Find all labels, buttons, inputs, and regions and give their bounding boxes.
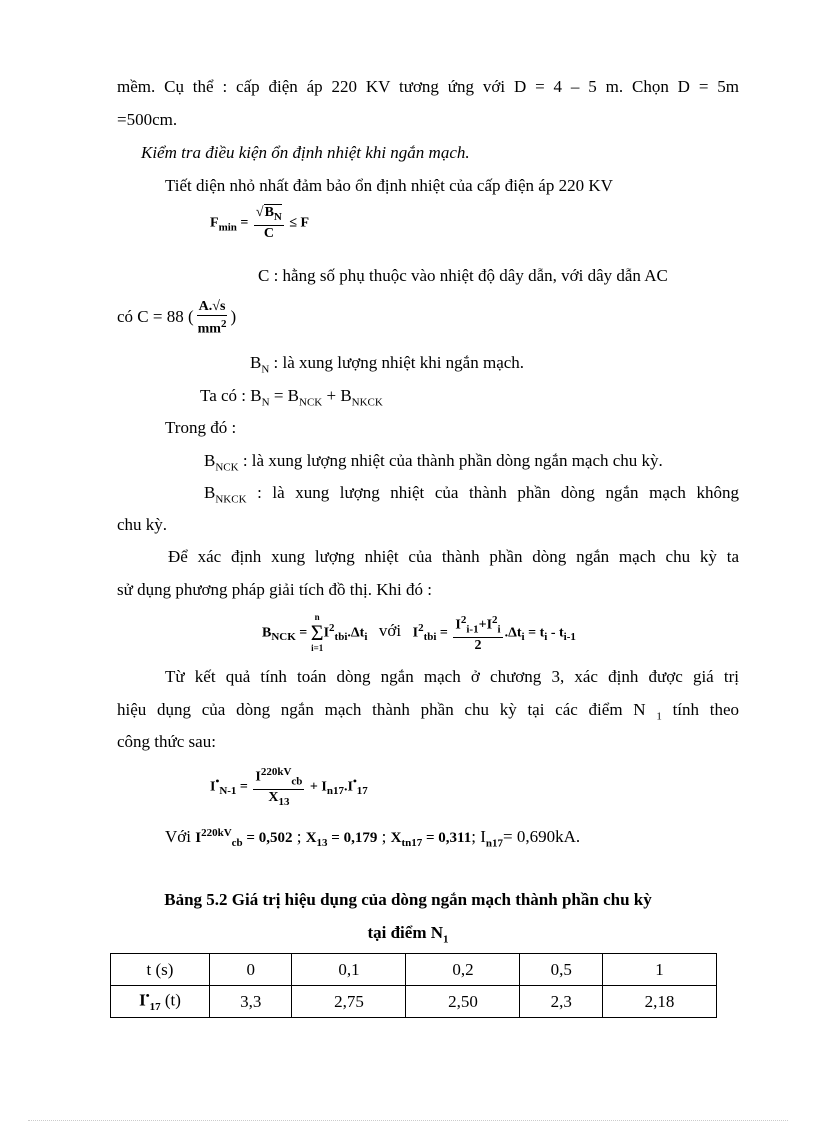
table-caption: Bảng 5.2 Giá trị hiệu dụng của dòng ngắn mạch thành phần chu kỳ (164, 890, 652, 909)
bnck-definition: $B_{NCK}$ : là xung lượng nhiệt của thành phần dòng ngắn mạch chu kỳ. (204, 451, 663, 474)
paragraph-line: chu kỳ. (117, 515, 168, 534)
paragraph-line: hiệu dụng của dòng ngắn mạch thành phần chu kỳ tại các điểm N $_1$ tính theo (117, 700, 740, 723)
bnkck-definition: $B_{NKCK}$ : là xung lượng nhiệt của thành phần dòng ngắn mạch không (204, 483, 739, 506)
paragraph-line: Để xác định xung lượng nhiệt của thành phần dòng ngắn mạch chu kỳ ta (168, 547, 739, 566)
table-cell: 3,3 (210, 986, 292, 1018)
paragraph-line: Tiết diện nhỏ nhất đảm bảo ổn định nhiệt của cấp điện áp 220 KV (165, 176, 613, 195)
paragraph-line: mềm. Cụ thể : cấp điện áp 220 KV tương ứng với D = 4 – 5 m. Chọn D = 5m (117, 77, 739, 96)
table-cell: 2,50 (406, 986, 520, 1018)
bn-definition: $B_N$ : là xung lượng nhiệt khi ngắn mạch. (250, 353, 525, 376)
table-cell: 2,75 (292, 986, 406, 1018)
page-bottom-border (28, 1120, 788, 1121)
formula-bnck: $B_{NCK}$ = n Σ i=1 $I^2_{tbi}.\Delta t_i$ với $I^2_{tbi}$ = $\frac{I^2_{i-1}+I^2_i}{2}$ $.\Delta t_i = t_i - t_{i-1}$ (262, 612, 576, 654)
table-header-cell: t (s) (111, 954, 210, 986)
section-heading: Kiểm tra điều kiện ổn định nhiệt khi ngắn mạch. (141, 143, 470, 162)
paragraph-line: sử dụng phương pháp giải tích đồ thị. Khi đó : (117, 580, 432, 599)
table-header-cell: $I^•_{17}$ (t) (111, 986, 210, 1018)
paragraph-line: Từ kết quả tính toán dòng ngắn mạch ở chương 3, xác định được giá trị (165, 667, 739, 686)
table-caption-2: tại điểm $N_1$ (367, 923, 449, 946)
data-table (110, 953, 717, 1018)
table-cell: 0 (210, 954, 292, 986)
table-cell: 2,18 (602, 986, 716, 1018)
table-row (111, 986, 717, 1018)
formula-in1: $I^•_{N-1}$ = $\frac{I^{220kV}_{cb}}{X_{13}}$ + $I_{n17}.I^•_{17}$ (210, 766, 368, 809)
table-row (111, 954, 717, 986)
table-cell: 1 (602, 954, 716, 986)
paragraph-line: công thức sau: (117, 732, 216, 751)
table-cell: 2,3 (520, 986, 602, 1018)
paragraph-line: =500cm. (117, 110, 178, 129)
table-cell: 0,5 (520, 954, 602, 986)
formula-fmin: $F_{min}$ = $\frac{√B_N}{C}$ ≤ F (210, 205, 310, 241)
paragraph-line: Trong đó : (165, 418, 237, 437)
values-line: Với $I^{220kV}_{cb} = 0,502$ ; $X_{13} = 0,179$ ; $X_{tn17} = 0,311$; $I_{n17}= 0,690kA$. (165, 827, 581, 850)
table-cell: 0,1 (292, 954, 406, 986)
c-unit-line: có C = 88 ( $\frac{A.√s}{mm^2}$ ) (117, 298, 237, 337)
taco-line: Ta có : $B_N = B_{NCK} + B_{NKCK}$ (200, 386, 383, 409)
table-cell: 0,2 (406, 954, 520, 986)
paragraph-line: C : hằng số phụ thuộc vào nhiệt độ dây dẫn, với dây dẫn AC (258, 266, 668, 285)
